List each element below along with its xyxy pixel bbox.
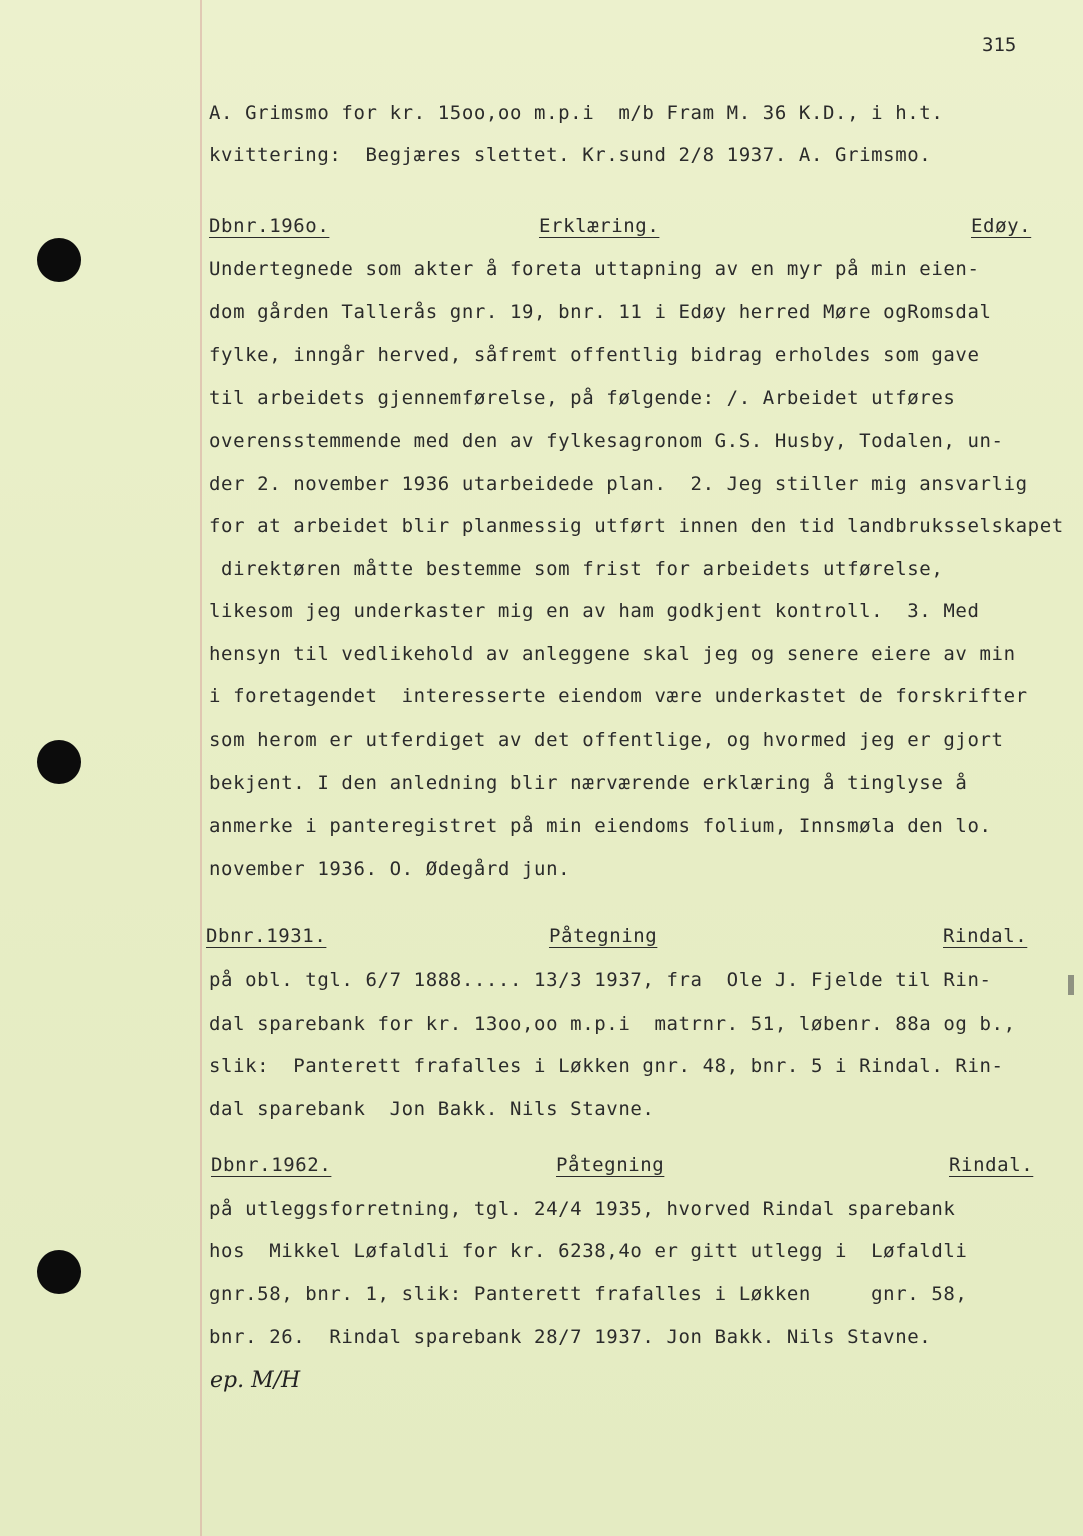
punch-hole	[37, 1250, 81, 1294]
entry-line: dal sparebank Jon Bakk. Nils Stavne.	[209, 1098, 655, 1120]
entry-place: Edøy.	[971, 215, 1032, 237]
entry-dbnr: Dbnr.1931.	[206, 925, 327, 947]
entry-dbnr: Dbnr.196o.	[209, 215, 330, 237]
entry-line: hensyn til vedlikehold av anleggene skal jeg og senere eiere av min	[209, 643, 1016, 665]
entry-line: for at arbeidet blir planmessig utført innen den tid landbruksselskapet	[209, 515, 1064, 537]
entry-title: Påtegning	[549, 925, 658, 947]
entry-line: som herom er utferdiget av det offentlige, og hvormed jeg er gjort	[209, 729, 1004, 751]
punch-hole	[37, 740, 81, 784]
punch-hole	[37, 238, 81, 282]
entry-line: Undertegnede som akter å foreta uttapning av en myr på min eien-	[209, 258, 980, 280]
entry-line: der 2. november 1936 utarbeidede plan. 2. Jeg stiller mig ansvarlig	[209, 473, 1028, 495]
entry-line: november 1936. O. Ødegård jun.	[209, 858, 571, 880]
entry-line: dal sparebank for kr. 13oo,oo m.p.i matrnr. 51, løbenr. 88a og b.,	[209, 1013, 1016, 1035]
entry-line: direktøren måtte bestemme som frist for arbeidets utførelse,	[209, 558, 944, 580]
entry-place: Rindal.	[943, 925, 1028, 947]
entry-line: på obl. tgl. 6/7 1888..... 13/3 1937, fra Ole J. Fjelde til Rin-	[209, 969, 992, 991]
entry-line: likesom jeg underkaster mig en av ham godkjent kontroll. 3. Med	[209, 600, 980, 622]
entry-line: til arbeidets gjennemførelse, på følgende: /. Arbeidet utføres	[209, 387, 956, 409]
page-number: 315	[982, 34, 1017, 56]
entry-line: i foretagendet interesserte eiendom være underkastet de forskrifter	[209, 685, 1028, 707]
entry-line: hos Mikkel Løfaldli for kr. 6238,4o er gitt utlegg i Løfaldli	[209, 1240, 968, 1262]
entry-line: fylke, inngår herved, såfremt offentlig bidrag erholdes som gave	[209, 344, 980, 366]
intro-line: A. Grimsmo for kr. 15oo,oo m.p.i m/b Fram M. 36 K.D., i h.t.	[209, 102, 944, 124]
entry-line: gnr.58, bnr. 1, slik: Panterett frafalles i Løkken gnr. 58,	[209, 1283, 968, 1305]
intro-line: kvittering: Begjæres slettet. Kr.sund 2/8 1937. A. Grimsmo.	[209, 144, 932, 166]
entry-line: slik: Panterett frafalles i Løkken gnr. 48, bnr. 5 i Rindal. Rin-	[209, 1055, 1004, 1077]
handwritten-note: ep. M/H	[210, 1368, 301, 1393]
entry-line: dom gården Tallerås gnr. 19, bnr. 11 i Edøy herred Møre ogRomsdal	[209, 301, 992, 323]
entry-line: anmerke i panteregistret på min eiendoms folium, Innsmøla den lo.	[209, 815, 992, 837]
entry-line: overensstemmende med den av fylkesagronom G.S. Husby, Todalen, un-	[209, 430, 1004, 452]
entry-line: bekjent. I den anledning blir nærværende erklæring å tinglyse å	[209, 772, 968, 794]
entry-title: Erklæring.	[539, 215, 660, 237]
entry-dbnr: Dbnr.1962.	[211, 1154, 332, 1176]
entry-place: Rindal.	[949, 1154, 1034, 1176]
edge-mark	[1068, 975, 1074, 995]
entry-line: på utleggsforretning, tgl. 24/4 1935, hvorved Rindal sparebank	[209, 1198, 956, 1220]
entry-title: Påtegning	[556, 1154, 665, 1176]
entry-line: bnr. 26. Rindal sparebank 28/7 1937. Jon Bakk. Nils Stavne.	[209, 1326, 932, 1348]
margin-line	[200, 0, 202, 1536]
